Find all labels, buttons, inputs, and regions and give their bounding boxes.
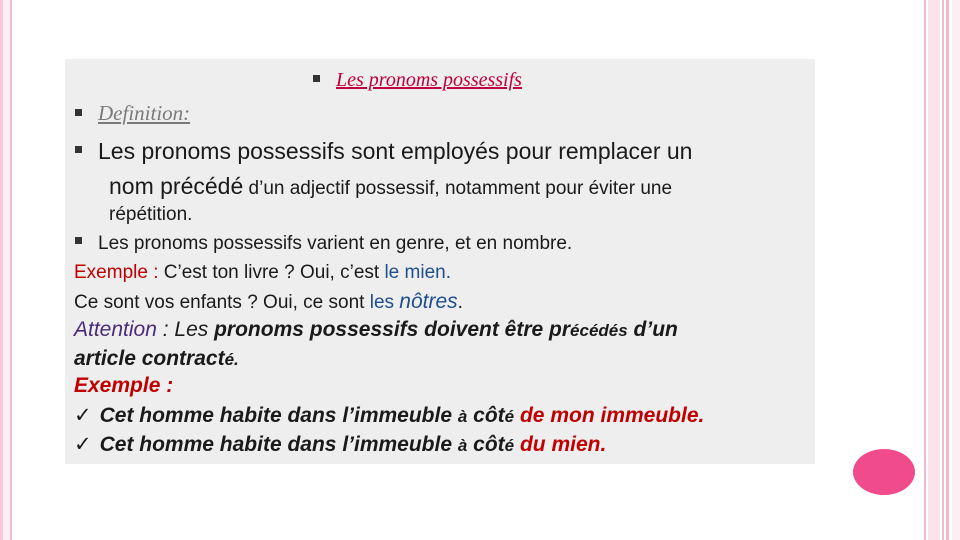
attention-line-2: article contracté. bbox=[74, 347, 239, 370]
definition-line-3: répétition. bbox=[109, 204, 193, 225]
slide-title: Les pronoms possessifs bbox=[313, 69, 522, 92]
check-item-1: ✓ Cet homme habite dans l’immeuble à côté de mon immeuble. bbox=[74, 404, 705, 427]
definition-heading: Definition: bbox=[75, 101, 190, 126]
attention-line-1: Attention : Les pronoms possessifs doivent être précédés d’un bbox=[74, 318, 678, 341]
left-frame-stripe-inner bbox=[10, 0, 12, 540]
decorative-pink-circle bbox=[853, 449, 915, 495]
right-frame-stripes bbox=[924, 0, 960, 540]
bullet-icon bbox=[75, 109, 82, 116]
bullet-icon bbox=[313, 75, 320, 82]
check-icon: ✓ bbox=[74, 433, 92, 456]
example-heading-2: Exemple : bbox=[74, 374, 174, 397]
bullet-icon bbox=[75, 146, 82, 153]
rule-line: Les pronoms possessifs varient en genre, et en nombre. bbox=[75, 233, 572, 255]
bullet-icon bbox=[75, 237, 82, 244]
example-line-2: Ce sont vos enfants ? Oui, ce sont les nôtres. bbox=[74, 290, 463, 313]
check-icon: ✓ bbox=[74, 404, 92, 427]
example-line-1: Exemple : C’est ton livre ? Oui, c’est le mien. bbox=[74, 262, 451, 283]
definition-line-1: Les pronoms possessifs sont employés pour remplacer un bbox=[75, 138, 692, 165]
check-item-2: ✓ Cet homme habite dans l’immeuble à côté du mien. bbox=[74, 433, 607, 456]
definition-line-2: nom précédé d’un adjectif possessif, notamment pour éviter une bbox=[109, 173, 673, 199]
content-panel bbox=[65, 59, 815, 464]
left-frame-band bbox=[3, 0, 10, 540]
